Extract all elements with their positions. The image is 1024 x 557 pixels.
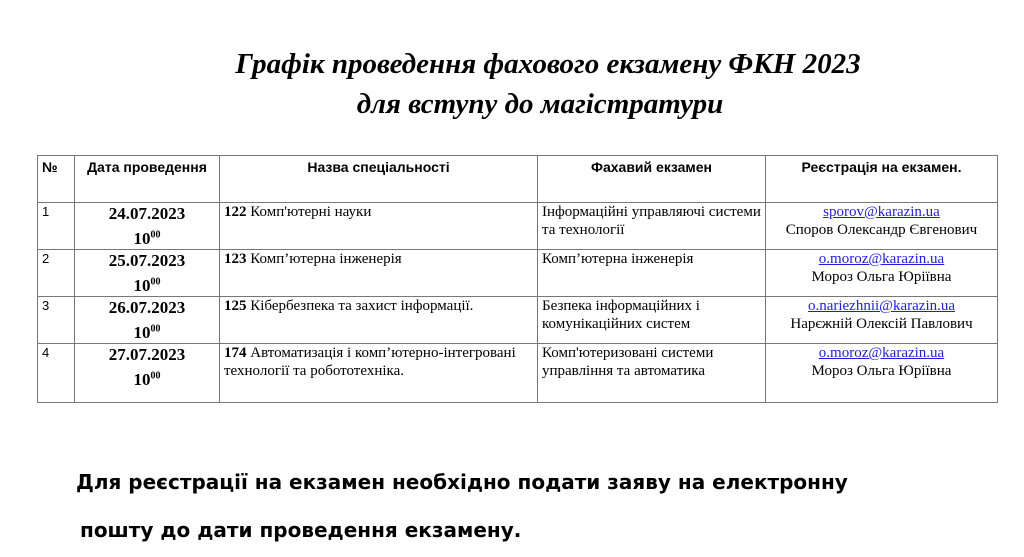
table-row (38, 344, 998, 403)
exam-hour: 10 (133, 369, 151, 389)
specialty-name: Автоматизація і комп’ютерно-інтегровані технології та робототехніка. (224, 345, 516, 379)
exam-hour: 10 (133, 322, 151, 342)
specialty-code: 122 (224, 204, 247, 220)
registration-cell (766, 344, 998, 403)
contact-person: Мороз Ольга Юріївна (811, 269, 952, 285)
table-row (38, 297, 998, 344)
email-link[interactable]: o.moroz@karazin.ua (818, 251, 945, 267)
registration-note-line1: Для реєстрації на екзамен необхідно подати заяву на електронну (76, 470, 848, 494)
exam-minutes: 00 (150, 323, 161, 334)
email-link[interactable]: o.moroz@karazin.ua (818, 345, 945, 361)
header-exam: Фахавий екзамен (538, 156, 766, 203)
table-row (38, 250, 998, 297)
exam-name: Комп'ютеризовані системи управління та автоматика (538, 344, 766, 403)
specialty-code: 125 (224, 298, 247, 314)
specialty-name: Кібербезпека та захист інформації. (250, 298, 474, 314)
registration-cell (766, 297, 998, 344)
row-number: 3 (38, 297, 75, 344)
exam-time (134, 276, 161, 295)
specialty-name: Комп'ютерні науки (250, 204, 372, 220)
exam-date-cell (75, 344, 220, 403)
email-link[interactable]: o.nariezhnii@karazin.ua (807, 298, 956, 314)
exam-date: 26.07.2023 (108, 298, 186, 317)
header-specialty: Назва спеціальності (220, 156, 538, 203)
exam-time (134, 370, 161, 389)
specialty-code: 123 (224, 251, 247, 267)
page-subtitle: для вступу до магістратури (356, 88, 724, 120)
exam-minutes: 00 (150, 276, 161, 287)
exam-date: 24.07.2023 (108, 204, 186, 223)
exam-hour: 10 (133, 228, 151, 248)
specialty-cell (220, 203, 538, 250)
row-number: 4 (38, 344, 75, 403)
exam-date-cell (75, 297, 220, 344)
registration-note-line2: пошту до дати проведення екзамену. (80, 518, 522, 542)
exam-time (134, 323, 161, 342)
exam-minutes: 00 (150, 370, 161, 381)
specialty-cell (220, 250, 538, 297)
specialty-code: 174 (224, 345, 247, 361)
registration-cell (766, 203, 998, 250)
specialty-name: Комп’ютерна інженерія (250, 251, 402, 267)
exam-hour: 10 (133, 275, 151, 295)
exam-name: Інформаційні управляючі системи та технології (538, 203, 766, 250)
exam-date-cell (75, 250, 220, 297)
header-registration: Реєстрація на екзамен. (766, 156, 998, 203)
header-date: Дата проведення (75, 156, 220, 203)
table-row (38, 203, 998, 250)
contact-person: Споров Олександр Євгенович (785, 222, 978, 238)
page-title: Графік проведення фахового екзамену ФКН 2023 (235, 48, 861, 80)
header-num: № (38, 156, 75, 203)
schedule-table (37, 155, 998, 403)
contact-person: Мороз Ольга Юріївна (811, 363, 952, 379)
row-number: 1 (38, 203, 75, 250)
exam-date: 27.07.2023 (108, 345, 186, 364)
exam-date: 25.07.2023 (108, 251, 186, 270)
specialty-cell (220, 297, 538, 344)
exam-name: Комп’ютерна інженерія (538, 250, 766, 297)
exam-time (134, 229, 161, 248)
table-header-row (38, 156, 998, 203)
email-link[interactable]: sporov@karazin.ua (823, 204, 940, 220)
row-number: 2 (38, 250, 75, 297)
exam-date-cell (75, 203, 220, 250)
registration-cell (766, 250, 998, 297)
exam-name: Безпека інформаційних і комунікаційних систем (538, 297, 766, 344)
exam-minutes: 00 (150, 229, 161, 240)
specialty-cell (220, 344, 538, 403)
contact-person: Нарєжній Олексій Павлович (790, 316, 973, 332)
